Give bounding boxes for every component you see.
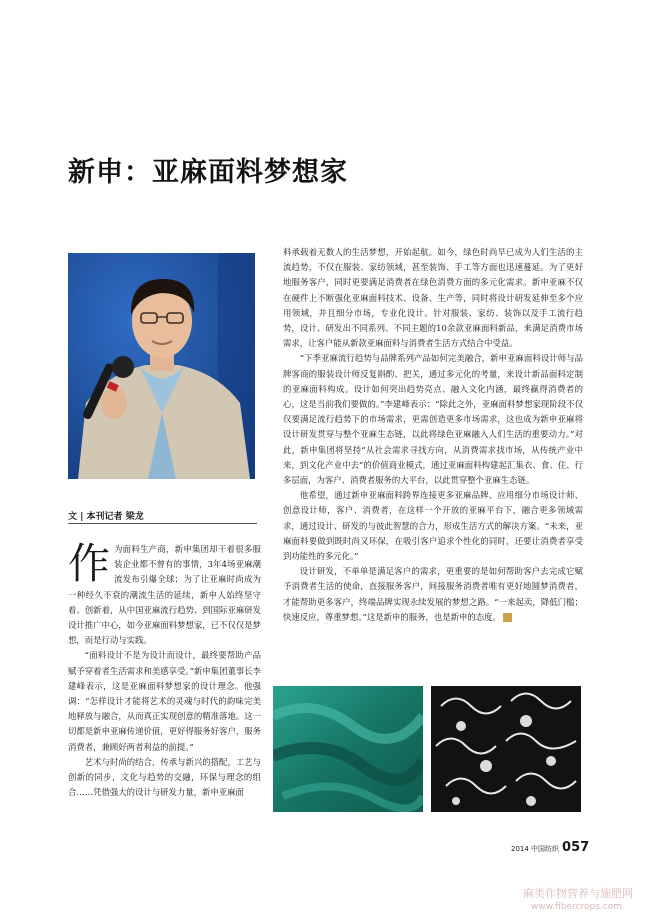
article-title: 新申：亚麻面料梦想家 <box>68 157 348 188</box>
green-linen-fabric-photo <box>273 686 423 812</box>
left-column <box>68 539 261 800</box>
right-column <box>283 245 583 625</box>
watermark-title: 麻类作物营养与施肥网 <box>523 887 633 900</box>
byline: 文 | 本刊记者 梁龙 <box>68 512 144 522</box>
right-paragraph-3: 他希望，通过新申亚麻面料跨界连接更多亚麻品牌、应用细分市场设计师、创意设计师，客户、消费者，在这样一个开放的亚麻平台下，融合更多领域需求，通过设计、研发的与彼此智慧的合力，形成生活方式的解决方案。“未来，亚麻面料要做到既时尚又环保，在吸引客户追求个性化的同时，还要让消费者享受到功能性的多元化。” <box>283 490 583 562</box>
page-footer <box>511 836 589 855</box>
drop-cap: 作 <box>68 539 111 588</box>
right-paragraph-4: 设计研发，不单单是满足客户的需求，更重要的是如何帮助客户去完成它赋予消费者生活的使命，直接服务客户，间接服务消费者唯有更好地圆梦消费者，才能帮助更多客户，终端品牌实现永续发展的梦想之路。“一来起卖，降低门槛；快速反应，尊重梦想。”这是新申的服务，也是新申的态度。 <box>283 566 583 622</box>
left-paragraph-2: “面料设计不是为设计而设计，最终要帮助产品赋予穿着者生活需求和美感享受。”新申集团董事长李建峰表示，这是亚麻面料梦想家的设计理念。他强调：“怎样设计才能将艺术的灵魂与时代的韵味完美地释放与融合，从而真正实现创意的精准落地。这一切都是新申亚麻传递价值，更好得服务好客户，服务消费者，兼顾好两者利益的前提。” <box>68 650 261 752</box>
issue-label: 2014 中国纺织 <box>511 845 560 853</box>
byline-divider <box>68 523 257 524</box>
right-paragraph-1: 料承载着无数人的生活梦想，开始起航。如今，绿色时尚早已成为人们生活的主流趋势，不仅在服装、家纺领域，甚至装饰、手工等方面也迅速蔓延。为了更好地服务客户，同时更要满足消费者在绿色消费方面的多元化需求。新申亚麻不仅在硬件上不断强化亚麻面料技术、设备、生产等，同时将设计研发延伸至多个应用领域，并且细分市场，专业化设计。针对服装、家纺、装饰以及手工流行趋势，设计、研发出不同系列、不同主题的10余款亚麻面料新品，来满足消费市场需求，让客户能从新款亚麻面料与消费者生活方式结合中受益。 <box>283 247 583 349</box>
black-white-print-fabric-photo <box>431 686 581 812</box>
left-paragraph-1: 作为面料生产商，新申集团却干着很多服装企业都不曾有的事情，3年4场亚麻潮流发布引爆全球；为了让亚麻时尚成为一种经久不衰的潮流生活的延续，新申人始终坚守着、创新着，从中国亚麻流行趋势、到国际亚麻研发设计推广中心，如今亚麻面料梦想家，已不仅仅是梦想，而是行动与实践。 <box>68 539 261 646</box>
page-number: 057 <box>562 840 590 855</box>
right-paragraph-2: “下季亚麻流行趋势与品牌系列产品如何完美融合，新申亚麻面料设计师与品牌客商的服装设计师反复斟酌、把关，通过多元化的考量，来设计新品面料定制的亚麻面料构成。设计如何突出趋势亮点、融入文化内涵，最终赢得消费者的心，这是当前我们要做的。”李建峰表示：“除此之外，亚麻面料梦想家现阶段不仅仅要满足流行趋势下的市场需求，更需创造更多市场需求，这也成为新申亚麻将设计研发贯穿与整个亚麻生态链，以此将绿色亚麻融入人们生活的重要动力。”对此，新申集团将坚持“从社会需求寻找方向，从消费需求找市场，从传统产业中来，到文化产业中去”的价值商业模式，通过亚麻面料构建起汇集衣、食、住、行多层面，为客户、消费者服务的大平台，以此贯穿整个亚麻生态链。 <box>283 353 583 486</box>
end-mark-icon <box>503 613 512 622</box>
speaker-photo <box>68 253 255 479</box>
left-paragraph-3: 艺术与时尚的结合，传承与新兴的搭配，工艺与创新的同步，文化与趋势的交融，环保与理念的组合……凭借强大的设计与研发力量，新申亚麻面 <box>68 756 261 798</box>
watermark-url: www.fibercrops.com <box>531 902 622 912</box>
